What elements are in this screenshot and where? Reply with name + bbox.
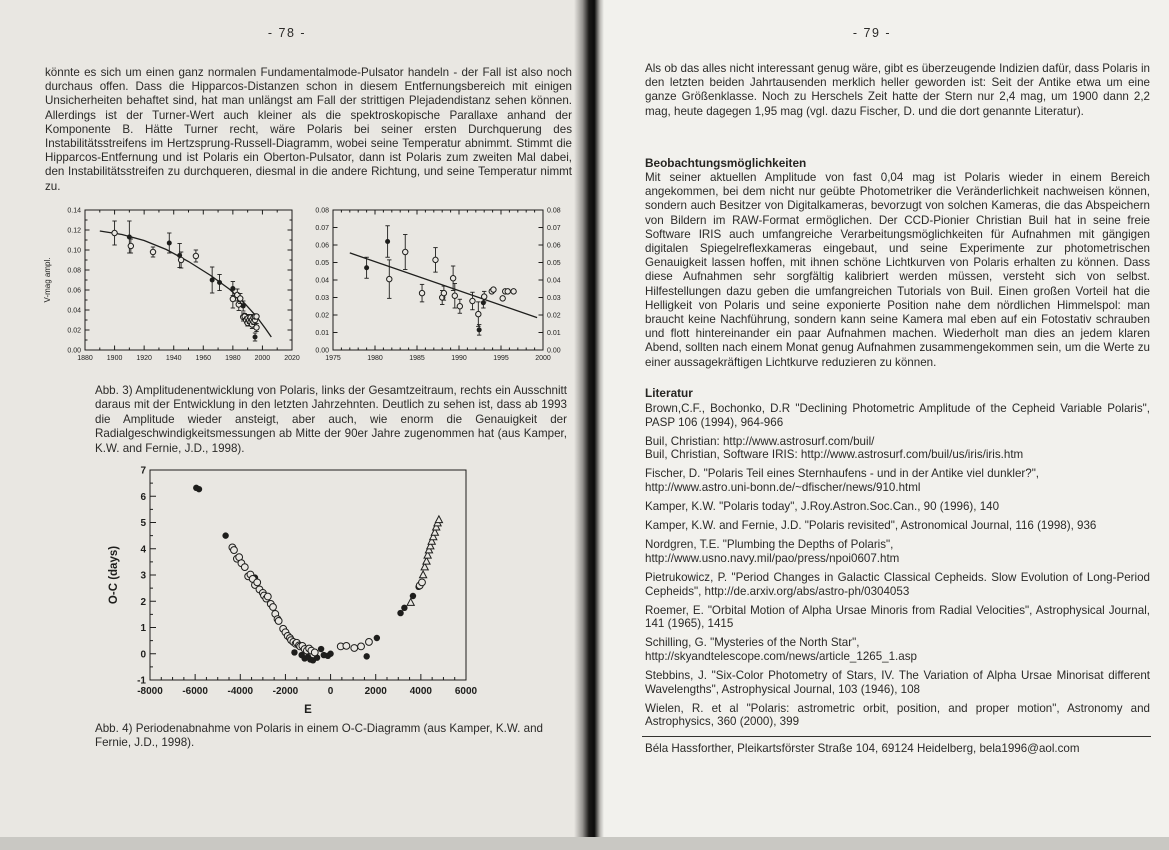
page-number-79: - 79 - <box>852 26 892 40</box>
page-79 <box>600 0 1169 850</box>
svg-text:V-mag ampl.: V-mag ampl. <box>43 257 52 303</box>
reference-item: Fischer, D. "Polaris Teil eines Sternhaufens - und in der Antike viel dunkler?", http://www.astro.uni-bonn.de/~dfischer/news/910.html <box>645 467 1040 494</box>
svg-text:0.02: 0.02 <box>67 327 81 335</box>
svg-text:1: 1 <box>140 623 146 634</box>
book-binding-shadow <box>574 0 604 850</box>
fig3-caption: Abb. 3) Amplitudenentwicklung von Polaris, links der Gesamtzeitraum, rechts ein Ausschnitt daraus mit der Entwicklung in den letzten Jahrzehnten. Deutlich zu sehen ist, dass ab 1993 die Amplitude wieder ansteigt, aber auch, wie enorm die Genauigkeit der Radialgeschwindigkeitsmessungen ab Mitte der 90er Jahre zugenommen hat (aus Kamper, K.W. and Fernie, J.D., 1998). <box>95 384 567 455</box>
svg-text:0.00: 0.00 <box>315 347 329 355</box>
svg-text:-4000: -4000 <box>227 686 254 697</box>
svg-text:2000: 2000 <box>364 686 387 697</box>
svg-text:0.06: 0.06 <box>67 287 81 295</box>
fig4-caption: Abb. 4) Periodenabnahme von Polaris in einem O-C-Diagramm (aus Kamper, K.W. and Fernie, J.D., 1998). <box>95 722 543 750</box>
svg-text:0.01: 0.01 <box>315 330 329 337</box>
reference-item: Brown,C.F., Bochonko, D.R "Declining Photometric Amplitude of the Cepheid Variable Polaris", PASP 106 (1994), 964-966 <box>645 402 1150 429</box>
svg-text:1980: 1980 <box>367 355 383 362</box>
svg-text:0.04: 0.04 <box>547 277 561 285</box>
svg-text:0.00: 0.00 <box>67 347 81 355</box>
svg-text:3: 3 <box>140 570 146 582</box>
svg-text:0.10: 0.10 <box>67 247 81 255</box>
svg-text:0.02: 0.02 <box>315 312 329 320</box>
svg-text:4: 4 <box>140 544 146 556</box>
svg-text:0.05: 0.05 <box>547 260 561 267</box>
svg-text:0.04: 0.04 <box>67 307 81 315</box>
svg-text:-2000: -2000 <box>272 686 299 697</box>
svg-text:0.08: 0.08 <box>547 207 561 215</box>
svg-text:-6000: -6000 <box>182 686 208 697</box>
reference-item: Pietrukowicz, P. "Period Changes in Galactic Classical Cepheids. Slow Evolution of Long-Period Cepheids", http://de.arxiv.org/abs/astro-ph/0304053 <box>645 570 1150 598</box>
svg-text:E: E <box>304 704 312 716</box>
svg-text:O-C (days): O-C (days) <box>108 545 120 605</box>
footer-divider <box>642 736 1151 737</box>
svg-text:0.06: 0.06 <box>315 242 329 250</box>
svg-text:1975: 1975 <box>325 355 341 362</box>
svg-text:1985: 1985 <box>409 355 425 362</box>
svg-text:0.03: 0.03 <box>315 295 329 302</box>
svg-text:-8000: -8000 <box>137 686 163 697</box>
section-paragraph: Mit seiner aktuellen Amplitude von fast 0,04 mag ist Polaris wieder in einem Bereich angekommen, bei dem nicht nur geübte Photometriker die Veränderlichkeit nachweisen können, sondern auch Besitzer von Digitalkameras, bevorzugt von solchen Kameras, die das Abspeichern von Bildern im RAW-Format ermöglichen. Der CCD-Pionier Christian Buil hat in seine freie Software IRIS auch umfangreiche Verarbeitungsmöglichkeiten für Aufnahmen mit gängigen digitalen Spiegelreflexkameras eingebaut, und seine Experimente zur photometrischen Genauigkeit lassen hoffen, mit ihnen schöne Lichtkurven von Polaris erhalten zu können. Dass diese Aufnahmen sehr sorgfältig kalibriert werden müssen, versteht sich von selbst. Hilfestellungen dazu geben die umfangreichen Tutorials von Buil. Einen großen Vorteil hat die Helligkeit von Polaris und seine exponierte Position nahe dem nördlichen Himmelspol: man braucht keine Nachführung, sondern kann seine Kamera mal eben auf ein Fotostativ schrauben und flott hintereinander ein paar Aufnahmen machen. Wiederholt man dies an jedem klaren Abend, sollten nach einem Monat genug Aufnahmen zusammengekommen sein, um die Werte zu einer aussagekräftigen Lichtkurve reduzieren zu können. <box>645 171 1150 369</box>
svg-text:5: 5 <box>140 518 146 529</box>
svg-text:0: 0 <box>140 649 146 661</box>
svg-text:0.06: 0.06 <box>547 242 561 250</box>
svg-text:0.01: 0.01 <box>547 330 561 337</box>
page-number-78: - 78 - <box>267 26 307 40</box>
fig4-oc-diagram <box>103 458 485 728</box>
svg-text:2020: 2020 <box>284 355 300 362</box>
svg-text:4000: 4000 <box>409 686 432 697</box>
svg-text:1940: 1940 <box>165 355 182 362</box>
svg-text:1960: 1960 <box>195 355 212 362</box>
svg-text:1980: 1980 <box>225 355 241 362</box>
reference-list <box>645 402 1150 734</box>
svg-text:2000: 2000 <box>535 355 551 362</box>
reference-item: Nordgren, T.E. "Plumbing the Depths of Polaris", http://www.usno.navy.mil/pao/press/npoi0607.htm <box>645 538 900 565</box>
svg-text:1920: 1920 <box>136 355 152 362</box>
reference-item: Buil, Christian: http://www.astrosurf.com/buil/ Buil, Christian, Software IRIS: http://www.astrosurf.com/buil/us/iris/iris.htm <box>645 434 1024 462</box>
reference-item: Kamper, K.W. and Fernie, J.D. "Polaris revisited", Astronomical Journal, 116 (1998), 936 <box>645 519 1097 533</box>
reference-item: Kamper, K.W. "Polaris today", J.Roy.Astron.Soc.Can., 90 (1996), 140 <box>645 500 1000 514</box>
svg-text:0.07: 0.07 <box>315 225 329 232</box>
reference-item: Stebbins, J. "Six-Color Photometry of Stars, IV. The Variation of Alpha Ursae Minorisat different Wavelengths", Astrophysical Journal, 103 (1946), 108 <box>645 669 1150 696</box>
author-address-line: Béla Hassforther, Pleikartsförster Straße 104, 69124 Heidelberg, bela1996@aol.com <box>645 742 1080 755</box>
svg-text:0.05: 0.05 <box>315 260 329 267</box>
svg-text:0.12: 0.12 <box>67 227 81 235</box>
svg-text:1990: 1990 <box>451 355 467 362</box>
svg-text:6: 6 <box>140 491 146 503</box>
fig3-left-amplitude-chart <box>40 196 312 374</box>
svg-text:1995: 1995 <box>493 355 509 362</box>
svg-text:7: 7 <box>140 465 146 477</box>
reference-item: Roemer, E. "Orbital Motion of Alpha Ursae Minoris from Radial Velocities", Astrophysical Journal, 141 (1965), 1415 <box>645 603 1150 631</box>
svg-text:2: 2 <box>140 596 146 608</box>
svg-text:1880: 1880 <box>77 355 93 362</box>
svg-text:6000: 6000 <box>454 686 478 697</box>
page-78 <box>0 0 583 850</box>
svg-text:0.04: 0.04 <box>315 277 329 285</box>
svg-text:0: 0 <box>327 686 334 697</box>
intro-paragraph: Als ob das alles nicht interessant genug wäre, gibt es überzeugende Indizien dafür, dass Polaris in den letzten beiden Jahrtausenden merklich heller geworden ist: Seit der Antike etwa um eine ganze Größenklasse. Noch zu Herschels Zeit hatte der Stern nur 2,4 mag, um 1900 dann 2,2 mag, heute dagegen 1,95 mag (vgl. dazu Fischer, D. und die dort genannte Literatur). <box>645 62 1150 118</box>
reference-item: Wielen, R. et al "Polaris: astrometric orbit, position, and proper motion", Astronomy and Astrophysics, 360 (2000), 399 <box>645 701 1150 729</box>
svg-text:0.14: 0.14 <box>67 207 81 215</box>
fig3-right-amplitude-chart <box>300 196 576 374</box>
scan-edge-strip <box>0 837 1169 850</box>
svg-text:0.07: 0.07 <box>547 225 561 232</box>
svg-text:0.08: 0.08 <box>67 267 81 275</box>
svg-text:0.00: 0.00 <box>547 347 561 355</box>
svg-text:2000: 2000 <box>254 355 271 362</box>
svg-text:0.03: 0.03 <box>547 295 561 302</box>
svg-text:-1: -1 <box>137 675 146 687</box>
svg-text:0.08: 0.08 <box>315 207 329 215</box>
body-paragraph-left: könnte es sich um einen ganz normalen Fundamentalmode-Pulsator handeln - der Fall ist also noch durchaus offen. Dass die Hipparcos-Distanzen schon in diesem Entfernungsbereich mit einigen Unsicherheiten behaftet sind, hat man unlängst am Fall der strittigen Plejadendistanz sehen können. Allerdings ist der Turner-Wert auch kleiner als die spektroskopische Parallaxe anhand der Komponente B. Hätte Turner recht, wäre Polaris bei seiner ersten Durchquerung des Instabilitätsstreifens im Hertzsprung-Russell-Diagramm, wobei seine Temperatur abnimmt. Stimmt die Hipparcos-Entfernung und ist Polaris ein Oberton-Pulsator, dann ist Polaris zum zweiten Mal dabei, den Instabilitätsstreifen zu durchqueren, diesmal in die andere Richtung, und seine Temperatur nimmt zu. <box>45 66 572 193</box>
reference-item: Schilling, G. "Mysteries of the North Star", http://skyandtelescope.com/news/article_1265_1.asp <box>645 636 917 663</box>
literature-heading: Literatur <box>645 386 693 400</box>
svg-text:1900: 1900 <box>106 355 123 362</box>
svg-text:0.02: 0.02 <box>547 312 561 320</box>
section-heading: Beobachtungsmöglichkeiten <box>645 156 807 170</box>
